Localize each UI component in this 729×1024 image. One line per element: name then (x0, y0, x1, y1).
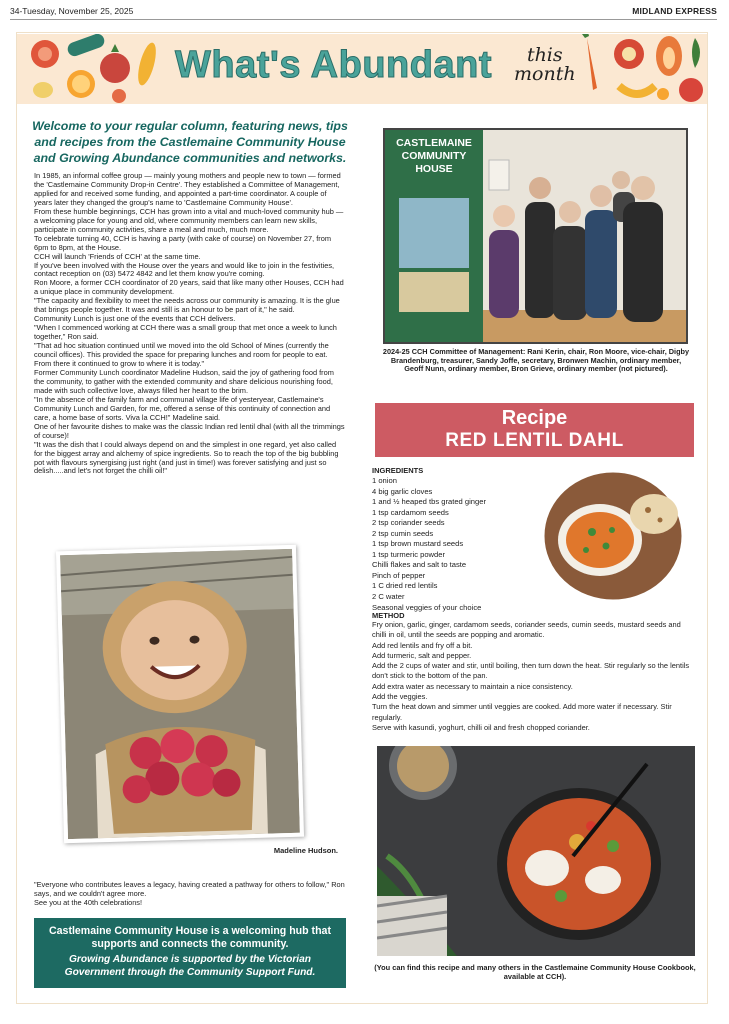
ingredient-item: 1 and ½ heaped tbs grated ginger (372, 497, 486, 507)
closing-paragraph: See you at the 40th celebrations! (34, 898, 143, 907)
recipe-title: RED LENTIL DAHL (445, 430, 624, 451)
article-paragraph: "In the absence of the family farm and communal village life of yesteryear, Castlemaine's Community Lunch and Garden, for me, offered a sense of this continuity of connection and care, a home base of sorts. Viva la CCH!" Madeline said. (34, 394, 331, 422)
vegetable-illustrations-right (565, 34, 707, 104)
banner-text-community: COMMUNITY (401, 150, 467, 162)
script-line-month: month (514, 63, 576, 85)
article-body (34, 172, 346, 476)
ingredient-item: 2 tsp cumin seeds (372, 528, 434, 538)
article-paragraph: "That ad hoc situation continued until we moved into the old School of Mines (currently the council offices). This provided the space for preparing lunches and room for people to eat. From there it continued to grow to where it is today." (34, 341, 329, 369)
method-step: Add the 2 cups of water and stir, until boiling, then turn down the heat. Stir regularly so the lentils don't stick to the bottom of the pan. (372, 661, 690, 681)
closing-paragraph: "Everyone who contributes leaves a legacy, having created a pathway for others to follow," Ron says, and we couldn't agree more. (34, 880, 345, 898)
article-paragraph: If you've been involved with the House over the years and would like to join in the festivities, contact reception on (03) 5472 4842 and let them know you're coming. (34, 260, 335, 279)
script-line-this: this (526, 44, 563, 66)
ingredients-heading: INGREDIENTS (372, 466, 424, 475)
info-callout-box (34, 918, 346, 988)
ingredient-item: Chilli flakes and salt to taste (372, 560, 467, 570)
article-paragraph: "When I commenced working at CCH there was a small group that met once a week to lunch together," Ron said. (34, 323, 337, 342)
ingredient-item: 2 tsp coriander seeds (372, 518, 445, 528)
method-heading: METHOD (372, 611, 405, 620)
ingredient-item: 1 onion (372, 476, 397, 485)
ingredient-item: 1 tsp turmeric powder (372, 549, 446, 559)
callout-line-hub: Castlemaine Community House is a welcoming hub that supports and connects the community. (49, 925, 331, 950)
ingredients-list (372, 476, 532, 613)
ingredient-item: 4 big garlic cloves (372, 486, 433, 496)
madeline-photo-caption: Madeline Hudson. (273, 846, 338, 855)
article-paragraph: To celebrate turning 40, CCH is having a party (with cake of course) on November 27, from 6pm to 8pm, at the House. (34, 233, 331, 252)
column-banner (17, 34, 707, 104)
publication-name: MIDLAND EXPRESS (632, 6, 717, 16)
dahl-bowl-photo (542, 470, 684, 602)
article-paragraph: One of her favourite dishes to make was the classic Indian red lentil dhal (with all the trimmings of course)! (34, 421, 345, 440)
article-paragraph: "It was the dish that I could always depend on and the simplest in one regard, yet also called for the biggest array and alchemy of spice ingredients. So to reach the top of the big bubbling pot with flavours synergising just right (and just in time!) was forever satisfying and just so delish.....and let's not forget the chilli oil!" (34, 439, 339, 476)
article-paragraph: Former Community Lunch coordinator Madeline Hudson, said the joy of gathering food from the community, to gather with the extended community and share delicious nourishing food, made with such collective love, always filled her heart to the brim. (34, 367, 334, 395)
method-step: Add the veggies. (372, 692, 428, 702)
committee-photo (383, 128, 688, 344)
method-step: Add red lentils and fry off a bit. (372, 640, 473, 650)
ingredient-item: 1 tsp brown mustard seeds (372, 539, 464, 549)
article-paragraph: Community Lunch is just one of the events that CCH delivers. (34, 314, 236, 324)
vegetable-illustrations-left (23, 34, 173, 104)
article-closing (34, 880, 346, 907)
article-paragraph: From these humble beginnings, CCH has grown into a vital and much-loved community hub — a welcoming place for young and old, where community members can learn new skills, participate in community activities, share a meal and much, much more. (34, 206, 344, 234)
banner-text-castlemaine: CASTLEMAINE (396, 137, 472, 149)
madeline-hudson-photo (56, 545, 304, 844)
ingredient-item: Seasonal veggies of your choice (372, 602, 482, 612)
recipe-label: Recipe (501, 407, 568, 429)
method-step: Add extra water as necessary to maintain a nice consistency. (372, 681, 573, 691)
method-step: Add turmeric, salt and pepper. (372, 650, 472, 660)
committee-photo-caption: 2024-25 CCH Committee of Management: Rani Kerin, chair, Ron Moore, vice-chair, Digby Brandenburg, treasurer, Sandy Joffe, secretary, Bronwen Machin, ordinary member, Geoff Nunn, ordinary member, Bron Grieve, ordinary member (not pictured). (382, 347, 690, 374)
cookbook-caption: (You can find this recipe and many others in the Castlemaine Community House Cookbook, available at CCH). (374, 963, 696, 981)
ingredient-item: 2 C water (372, 592, 405, 602)
committee-group-image (385, 130, 686, 342)
article-paragraph: In 1985, an informal coffee group — mainly young mothers and people new to town — formed the 'Castlemaine Community Drop-in Centre'. They established a Committee of Management, applied for and received some funding, and appointed a part-time coordinator. A couple of years later they changed the group's name to 'Castlemaine Community House'. (34, 171, 341, 207)
banner-text-house: HOUSE (415, 163, 453, 175)
method-step: Turn the heat down and simmer until veggies are cooked. Add more water if necessary. Stir regularly. (372, 702, 672, 722)
woman-with-radish-basket-image (60, 549, 300, 839)
ingredient-item: Pinch of pepper (372, 570, 426, 580)
article-paragraph: "The capacity and flexibility to meet the needs across our community is amazing. It is the glue that brings people together. It was and still is an honour to be part of it," he said. (34, 296, 340, 315)
lentil-stew-photo (377, 746, 695, 956)
recipe-banner (375, 403, 694, 457)
article-paragraph: Ron Moore, a former CCH coordinator of 20 years, said that like many other Houses, CCH had a unique place in community development. (34, 278, 344, 297)
intro-heading: Welcome to your regular column, featuring news, tips and recipes from the Castlemaine Community House and Growing Abundance communities and networks. (32, 119, 348, 165)
method-step: Fry onion, garlic, ginger, cardamom seeds, coriander seeds, cumin seeds, mustard seeds and chilli in oil, until the seeds are popping and aromatic. (372, 620, 681, 640)
page-header (10, 6, 717, 20)
lentil-stew-image (377, 746, 695, 956)
method-steps (372, 620, 694, 733)
ingredient-item: 1 C dried red lentils (372, 581, 438, 591)
method-step: Serve with kasundi, yoghurt, chilli oil and fresh chopped coriander. (372, 722, 590, 732)
page-date: 34-Tuesday, November 25, 2025 (10, 6, 134, 16)
ingredient-item: 1 tsp cardamom seeds (372, 507, 449, 517)
column-title: What's Abundant (175, 44, 492, 86)
article-paragraph: CCH will launch 'Friends of CCH' at the same time. (34, 251, 201, 261)
callout-line-funding: Growing Abundance is supported by the Victorian Government through the Community Support Fund. (64, 954, 316, 978)
